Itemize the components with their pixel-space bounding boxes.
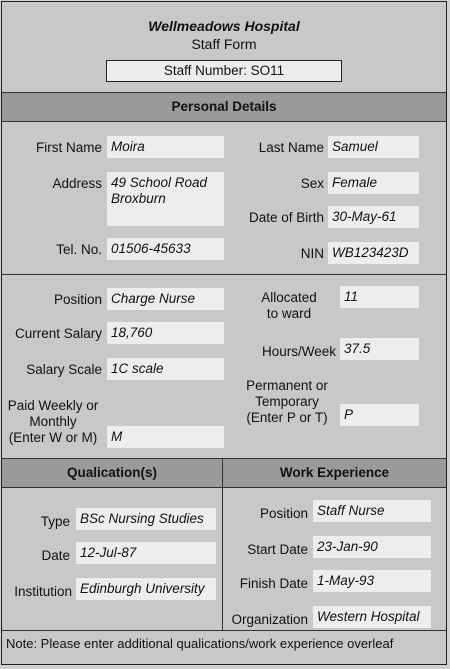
- hospital-title: Wellmeadows Hospital: [148, 18, 300, 34]
- finish-date-field[interactable]: 1-May-93: [313, 570, 431, 592]
- address-line-2: Broxburn: [111, 191, 166, 206]
- hours-week-field[interactable]: 37.5: [340, 338, 419, 360]
- form-subtitle: Staff Form: [191, 36, 257, 52]
- start-date-label: Start Date: [247, 542, 308, 557]
- address-label: Address: [52, 176, 102, 191]
- qualification-date-label: Date: [41, 548, 70, 563]
- institution-label: Institution: [14, 584, 72, 599]
- first-name-field[interactable]: Moira: [107, 136, 224, 158]
- current-salary-label: Current Salary: [14, 326, 102, 341]
- permanent-temporary-label: Permanent or Temporary (Enter P or T): [246, 378, 328, 425]
- qualification-type-label: Type: [40, 514, 70, 529]
- footer-note: Note: Please enter additional qualications/work experience overleaf: [6, 636, 394, 651]
- salary-scale-field[interactable]: 1C scale: [107, 358, 224, 380]
- experience-position-field[interactable]: Staff Nurse: [313, 500, 431, 522]
- staff-number-label: Staff Number:: [163, 63, 247, 78]
- last-name-label: Last Name: [258, 140, 324, 155]
- finish-date-label: Finish Date: [239, 576, 308, 591]
- organization-label: Organization: [231, 612, 308, 627]
- paid-weekly-monthly-field[interactable]: M: [107, 426, 224, 448]
- allocated-ward-field[interactable]: 11: [340, 286, 419, 308]
- qualifications-header: Qualication(s): [2, 458, 222, 488]
- permanent-temporary-field[interactable]: P: [340, 404, 419, 426]
- footer-divider: [2, 630, 446, 631]
- staff-number-field[interactable]: [106, 60, 342, 82]
- institution-field[interactable]: Edinburgh University: [76, 578, 216, 600]
- staff-number-value: SO11: [250, 63, 285, 78]
- last-name-field[interactable]: Samuel: [328, 136, 419, 158]
- tel-label: Tel. No.: [56, 242, 102, 257]
- work-experience-header: Work Experience: [223, 458, 446, 488]
- address-field[interactable]: [107, 172, 224, 226]
- qualification-type-field[interactable]: BSc Nursing Studies: [76, 508, 216, 530]
- position-label: Position: [53, 292, 102, 307]
- personal-details-header: Personal Details: [2, 92, 446, 122]
- current-salary-field[interactable]: 18,760: [107, 322, 224, 344]
- allocated-label: Allocated to ward: [261, 290, 317, 321]
- staff-form: [1, 1, 447, 665]
- paid-weekly-monthly-label: Paid Weekly or Monthly (Enter W or M): [7, 398, 99, 445]
- experience-position-label: Position: [259, 506, 308, 521]
- qualification-date-field[interactable]: 12-Jul-87: [76, 542, 216, 564]
- nin-field[interactable]: WB123423D: [328, 242, 419, 264]
- sex-field[interactable]: Female: [328, 172, 419, 194]
- hours-week-label: Hours/Week: [261, 344, 336, 359]
- organization-field[interactable]: Western Hospital: [313, 606, 431, 628]
- tel-field[interactable]: 01506-45633: [107, 238, 224, 260]
- first-name-label: First Name: [35, 140, 102, 155]
- dob-field[interactable]: 30-May-61: [328, 206, 419, 228]
- position-field[interactable]: Charge Nurse: [107, 288, 224, 310]
- salary-scale-label: Salary Scale: [26, 362, 102, 377]
- sex-label: Sex: [300, 176, 324, 191]
- section-divider: [2, 274, 446, 275]
- start-date-field[interactable]: 23-Jan-90: [313, 536, 431, 558]
- address-line-1: 49 School Road: [111, 175, 208, 190]
- column-divider: [222, 458, 223, 630]
- nin-label: NIN: [300, 246, 324, 261]
- dob-label: Date of Birth: [248, 210, 324, 225]
